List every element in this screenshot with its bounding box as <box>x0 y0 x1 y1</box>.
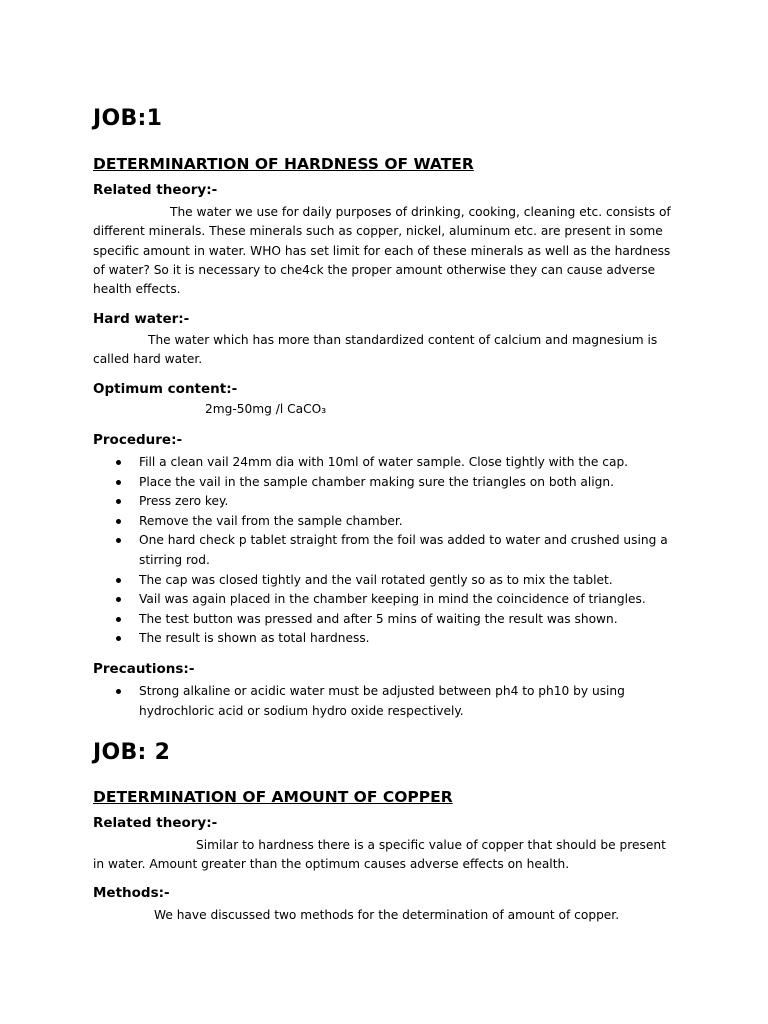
job2-related-theory-text: Similar to hardness there is a specific value of copper that should be present in water. Amount greater than the optimum causes adverse effects on health. <box>93 838 666 872</box>
job1-heading: JOB:1 <box>93 106 163 131</box>
job2-related-theory-label: Related theory:- <box>93 815 218 831</box>
procedure-step: Vail was again placed in the chamber keeping in mind the coincidence of triangles. <box>93 590 678 610</box>
procedure-list <box>93 453 678 649</box>
job1-related-theory-label: Related theory:- <box>93 182 218 198</box>
job1-title: DETERMINARTION OF HARDNESS OF WATER <box>93 155 474 173</box>
methods-label: Methods:- <box>93 885 170 901</box>
procedure-label: Procedure:- <box>93 432 183 448</box>
procedure-step: Press zero key. <box>93 492 678 512</box>
procedure-step: The cap was closed tightly and the vail rotated gently so as to mix the tablet. <box>93 571 678 591</box>
optimum-content-value: 2mg-50mg /l CaCO₃ <box>205 402 327 416</box>
hard-water-text: The water which has more than standardized content of calcium and magnesium is called hard water. <box>93 333 658 367</box>
procedure-step: One hard check p tablet straight from the foil was added to water and crushed using a stirring rod. <box>93 531 678 570</box>
methods-text: We have discussed two methods for the determination of amount of copper. <box>154 908 620 922</box>
job2-heading: JOB: 2 <box>93 740 171 765</box>
precautions-list <box>93 682 678 721</box>
procedure-step: The result is shown as total hardness. <box>93 629 678 649</box>
procedure-step: Remove the vail from the sample chamber. <box>93 512 678 532</box>
precautions-label: Precautions:- <box>93 661 195 677</box>
optimum-content-label: Optimum content:- <box>93 381 238 397</box>
job2-title: DETERMINATION OF AMOUNT OF COPPER <box>93 788 453 806</box>
procedure-step: The test button was pressed and after 5 mins of waiting the result was shown. <box>93 610 678 630</box>
procedure-step: Fill a clean vail 24mm dia with 10ml of water sample. Close tightly with the cap. <box>93 453 678 473</box>
precaution-item: Strong alkaline or acidic water must be adjusted between ph4 to ph10 by using hydrochloric acid or sodium hydro oxide respectively. <box>93 682 678 721</box>
job1-related-theory-text: The water we use for daily purposes of drinking, cooking, cleaning etc. consists of different minerals. These minerals such as copper, nickel, aluminum etc. are present in some specific amount in water. WHO has set limit for each of these minerals as well as the hardness of water? So it is necessary to che4ck the proper amount otherwise they can cause adverse health effects. <box>93 205 671 297</box>
hard-water-label: Hard water:- <box>93 311 190 327</box>
procedure-step: Place the vail in the sample chamber making sure the triangles on both align. <box>93 473 678 493</box>
